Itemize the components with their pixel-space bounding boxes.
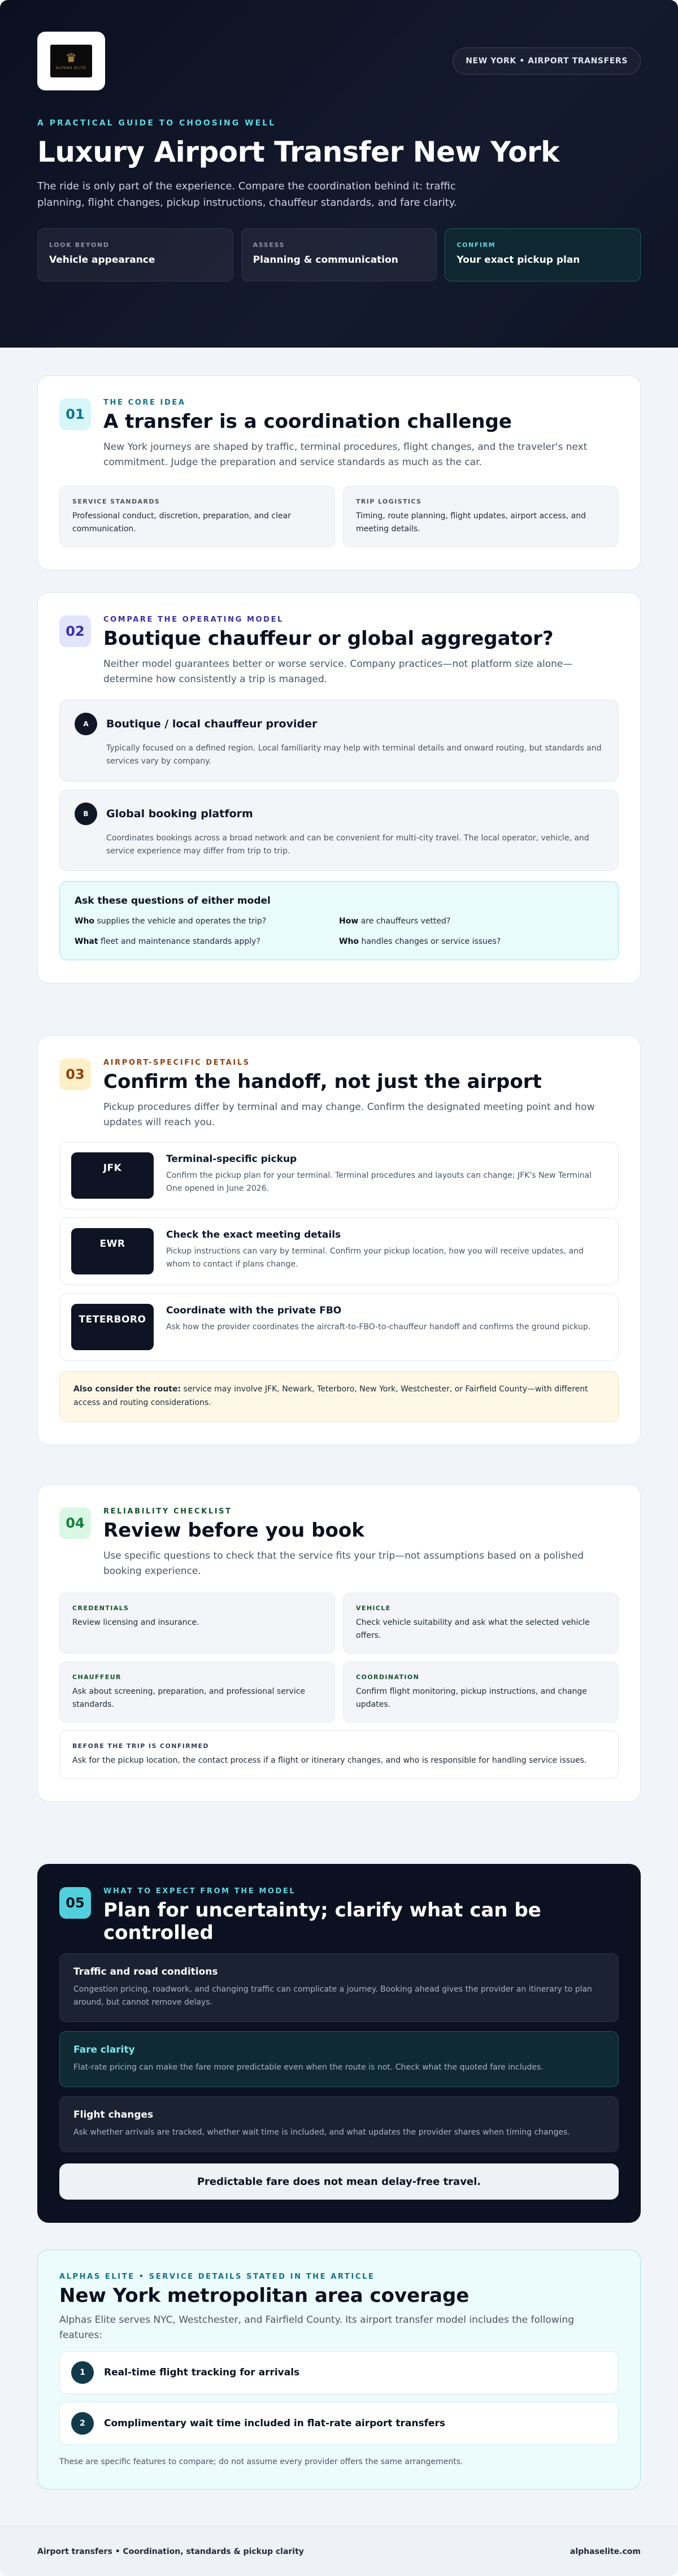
- questions-title: Ask these questions of either model: [75, 895, 271, 907]
- card-credentials: [59, 1593, 335, 1654]
- model-description: Typically focused on a defined region. Local familiarity may help with terminal details and onward routing, but standards and services vary by company.: [106, 744, 602, 766]
- card-text: Ask for the pickup location, the contact process if a flight or itinerary changes, and who is responsible for handling service issues.: [72, 1755, 587, 1765]
- logo-mark: [50, 45, 92, 77]
- card-kicker: CHAUFFEUR: [72, 1673, 121, 1681]
- section-coordination: [37, 375, 641, 570]
- feature-label: Complimentary wait time included in flat-rate airport transfers: [104, 2418, 446, 2430]
- section-number: 05: [59, 1887, 91, 1919]
- location-badge: NEW YORK • AIRPORT TRANSFERS: [453, 47, 641, 75]
- card-text: Ask about screening, preparation, and professional service standards.: [72, 1687, 306, 1709]
- hero-step-assess: [241, 228, 437, 281]
- route-note: Also consider the route: service may involve JFK, Newark, Teterboro, New York, Westchester, or Fairfield County—with different access and routing considerations.: [59, 1371, 619, 1422]
- section-number: 03: [59, 1059, 91, 1090]
- card-title: Fare clarity: [73, 2044, 135, 2056]
- section-header: [59, 615, 619, 687]
- logo[interactable]: [37, 32, 105, 90]
- section-lead: Neither model guarantees better or worse service. Company practices—not platform size alone—determine how consistently a trip is managed.: [103, 658, 573, 686]
- card-vehicle: [343, 1593, 619, 1654]
- card-chauffeur: [59, 1662, 335, 1723]
- pickup-title: Check the exact meeting details: [166, 1229, 341, 1241]
- crown-icon: ♛: [66, 51, 77, 66]
- card-title: Flight changes: [73, 2109, 154, 2121]
- card-kicker: SERVICE STANDARDS: [72, 498, 160, 506]
- section-title: New York metropolitan area coverage: [59, 2284, 470, 2307]
- card-kicker: COORDINATION: [356, 1673, 420, 1681]
- section-coverage: [37, 2249, 641, 2490]
- card-kicker: BEFORE THE TRIP IS CONFIRMED: [72, 1742, 209, 1750]
- card-kicker: VEHICLE: [356, 1604, 391, 1612]
- model-badge: A: [75, 713, 97, 735]
- page-footer: [0, 2526, 678, 2576]
- pickup-jfk: [59, 1142, 619, 1209]
- airport-code: TETERBORO: [71, 1304, 154, 1350]
- section-kicker: RELIABILITY CHECKLIST: [103, 1507, 232, 1516]
- section-reliability-checklist: [37, 1484, 641, 1802]
- section-kicker: AIRPORT-SPECIFIC DETAILS: [103, 1059, 250, 1067]
- hero-header: [0, 0, 678, 348]
- card-before-confirmation: [59, 1731, 619, 1779]
- hero-step-kicker: CONFIRM: [457, 241, 496, 249]
- pickup-title: Terminal-specific pickup: [166, 1153, 297, 1165]
- card-traffic: [59, 1953, 619, 2022]
- card-text: Confirm flight monitoring, pickup instructions, and change updates.: [356, 1687, 587, 1709]
- question-item: Who supplies the vehicle and operates the trip?: [75, 916, 267, 926]
- pickup-teterboro: [59, 1293, 619, 1361]
- card-text: Flat-rate pricing can make the fare more predictable even when the route is not. Check what the quoted fare includes.: [73, 2063, 544, 2072]
- model-global-platform: [59, 790, 619, 871]
- card-text: Congestion pricing, roadwork, and changing traffic can complicate a journey. Booking ahead gives the provider an itinerary to plan around, but cannot remove delays.: [73, 1985, 592, 2007]
- section-uncertainty: [37, 1864, 641, 2223]
- hero-step-value: Your exact pickup plan: [457, 254, 580, 266]
- question-item: How are chauffeurs vetted?: [339, 916, 451, 926]
- section-kicker: THE CORE IDEA: [103, 398, 186, 407]
- card-text: Ask whether arrivals are tracked, whether wait time is included, and what updates the provider shares when timing changes.: [73, 2128, 570, 2137]
- section-number: 04: [59, 1507, 91, 1539]
- fare-banner: Predictable fare does not mean delay-free travel.: [59, 2163, 619, 2200]
- card-fare-clarity: [59, 2031, 619, 2087]
- hero-lead: The ride is only part of the experience. Compare the coordination behind it: traffic planning, flight changes, pickup instructions, chauffeur standards, and fare clarity.: [37, 180, 457, 209]
- hero-step-confirm: [445, 228, 641, 281]
- card-coordination: [343, 1662, 619, 1723]
- questions-box: [59, 881, 619, 960]
- feature-wait-time: [59, 2402, 619, 2445]
- section-airport-details: [37, 1035, 641, 1445]
- card-service-standards: [59, 486, 335, 547]
- pickup-title: Coordinate with the private FBO: [166, 1305, 342, 1317]
- feature-label: Real-time flight tracking for arrivals: [104, 2367, 300, 2379]
- airport-code: EWR: [71, 1228, 154, 1274]
- model-boutique: [59, 700, 619, 781]
- questions-grid: [75, 917, 603, 946]
- feature-flight-tracking: [59, 2351, 619, 2394]
- hero-step-value: Vehicle appearance: [49, 254, 155, 266]
- section-lead: New York journeys are shaped by traffic, terminal procedures, flight changes, and the traveler's next commitment. Judge the preparation and service standards as much as the car.: [103, 441, 588, 469]
- section-kicker: COMPARE THE OPERATING MODEL: [103, 615, 284, 624]
- section-title: Plan for uncertainty; clarify what can be controlled: [103, 1899, 541, 1944]
- hero-step-kicker: ASSESS: [253, 241, 285, 249]
- section-kicker: ALPHAS ELITE • SERVICE DETAILS STATED IN THE ARTICLE: [59, 2273, 375, 2281]
- feature-number: 1: [71, 2361, 94, 2384]
- section-lead: Alphas Elite serves NYC, Westchester, and Fairfield County. Its airport transfer model includes the following features:: [59, 2314, 574, 2341]
- model-title: Boutique / local chauffeur provider: [106, 718, 318, 731]
- hero-step-value: Planning & communication: [253, 254, 398, 266]
- airport-code: JFK: [71, 1152, 154, 1199]
- section-header: [59, 398, 619, 470]
- section-number: 02: [59, 615, 91, 647]
- section-kicker: WHAT TO EXPECT FROM THE MODEL: [103, 1887, 296, 1896]
- pickup-description: Confirm the pickup plan for your terminal. Terminal procedures and layouts can change; JFK's New Terminal One opened in June 2026.: [166, 1171, 592, 1194]
- footer-site-link[interactable]: alphaselite.com: [570, 2547, 641, 2556]
- coverage-footnote: These are specific features to compare; do not assume every provider offers the same arrangements.: [59, 2457, 463, 2467]
- hero-steps: [37, 228, 641, 281]
- checklist-grid: [59, 1593, 619, 1723]
- hero-step-look-beyond: [37, 228, 233, 281]
- card-flight-changes: [59, 2096, 619, 2152]
- card-kicker: TRIP LOGISTICS: [356, 498, 422, 506]
- question-item: What fleet and maintenance standards apply?: [75, 936, 260, 946]
- hero-kicker: A PRACTICAL GUIDE TO CHOOSING WELL: [37, 119, 276, 128]
- section-title: Confirm the handoff, not just the airport: [103, 1070, 542, 1093]
- standards-grid: [59, 486, 619, 547]
- pickup-description: Ask how the provider coordinates the aircraft-to-FBO-to-chauffeur handoff and confirms the ground pickup.: [166, 1322, 591, 1332]
- section-title: A transfer is a coordination challenge: [103, 410, 512, 433]
- section-title: Review before you book: [103, 1519, 364, 1542]
- section-lead: Use specific questions to check that the service fits your trip—not assumptions based on a polished booking experience.: [103, 1550, 584, 1577]
- card-text: Review licensing and insurance.: [72, 1618, 199, 1628]
- page-title: Luxury Airport Transfer New York: [37, 136, 559, 168]
- model-badge: B: [75, 803, 97, 825]
- model-description: Coordinates bookings across a broad network and can be convenient for multi-city travel. The local operator, vehicle, and service experience may differ from trip to trip.: [106, 833, 589, 856]
- card-text: Professional conduct, discretion, preparation, and clear communication.: [72, 511, 291, 534]
- feature-number: 2: [71, 2412, 94, 2435]
- card-trip-logistics: [343, 486, 619, 547]
- card-kicker: CREDENTIALS: [72, 1604, 129, 1612]
- pickup-ewr: [59, 1217, 619, 1285]
- section-lead: Pickup procedures differ by terminal and may change. Confirm the designated meeting point and how updates will reach you.: [103, 1101, 595, 1129]
- section-number: 01: [59, 398, 91, 430]
- card-text: Timing, route planning, flight updates, airport access, and meeting details.: [356, 511, 586, 534]
- logo-text: ALPHAS ELITE: [56, 66, 86, 70]
- section-title: Boutique chauffeur or global aggregator?: [103, 627, 554, 650]
- footer-tagline: Airport transfers • Coordination, standards & pickup clarity: [37, 2547, 304, 2556]
- hero-step-kicker: LOOK BEYOND: [49, 241, 110, 249]
- model-title: Global booking platform: [106, 807, 253, 820]
- card-title: Traffic and road conditions: [73, 1966, 218, 1977]
- card-text: Check vehicle suitability and ask what the selected vehicle offers.: [356, 1618, 590, 1640]
- question-item: Who handles changes or service issues?: [339, 936, 501, 946]
- section-header: [59, 1059, 619, 1130]
- pickup-description: Pickup instructions can vary by terminal. Confirm your pickup location, how you will receive updates, and whom to contact if plans change.: [166, 1247, 584, 1269]
- section-operating-model: [37, 592, 641, 983]
- section-header: [59, 1507, 619, 1579]
- section-header: [59, 1887, 619, 1944]
